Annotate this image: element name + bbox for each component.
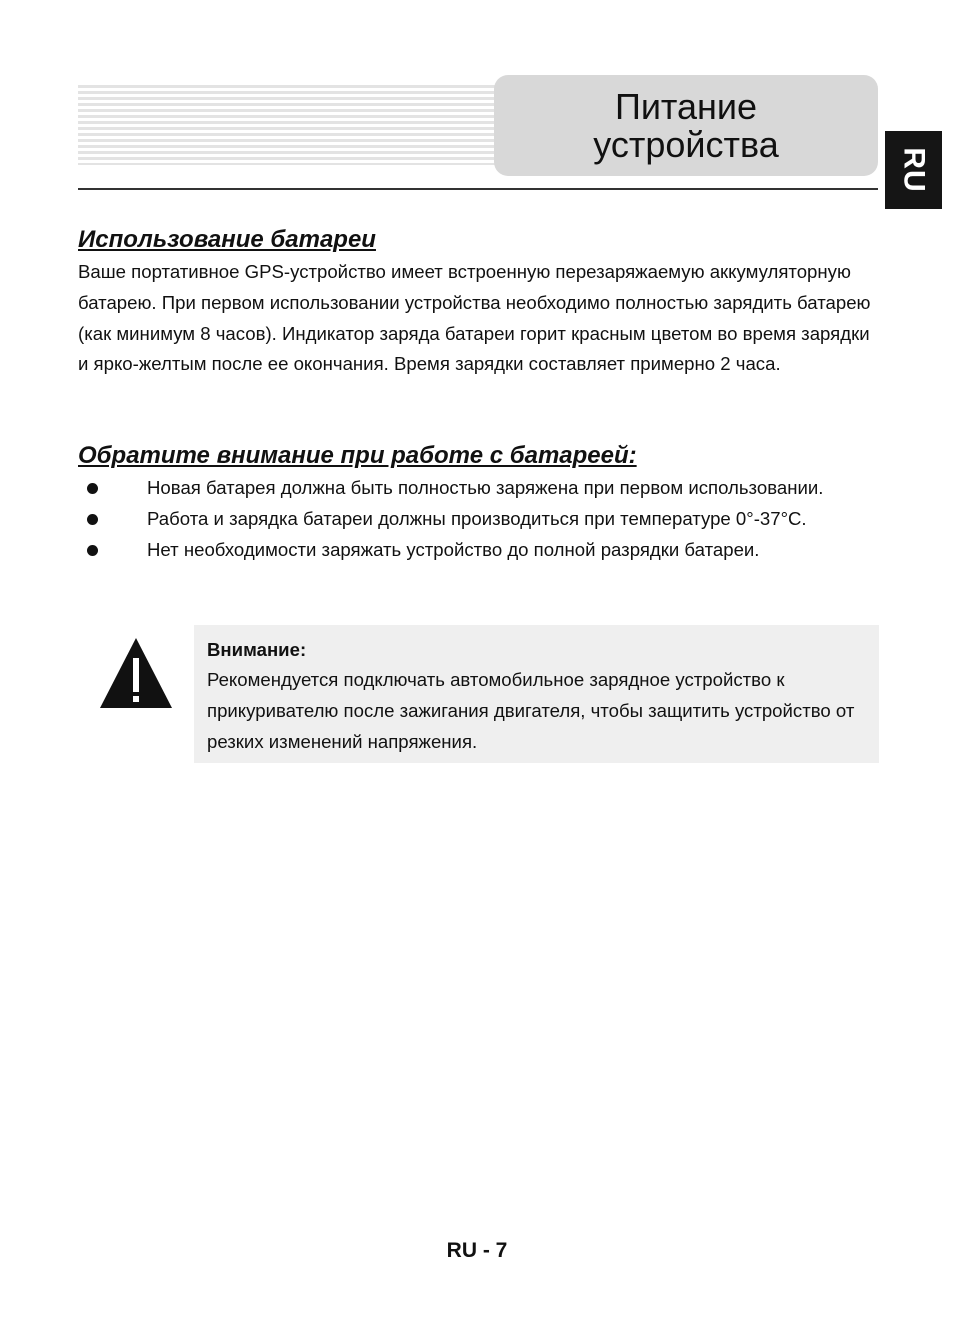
battery-usage-heading: Использование батареи	[78, 226, 376, 253]
language-tab	[885, 131, 942, 209]
battery-usage-paragraph: Ваше портативное GPS-устройство имеет встроенную перезаряжаемую аккумуляторную батарею. При первом использовании устройства необходимо полностью зарядить батарею (как минимум 8 часов). Индикатор заряда батареи горит красным цветом во время зарядки и ярко-желтым после ее окончания. Время зарядки составляет примерно 2 часа.	[78, 261, 871, 375]
list-item-text: Новая батарея должна быть полностью заряжена при первом использовании.	[147, 477, 824, 498]
battery-notes-list	[78, 473, 888, 565]
warning-note	[194, 625, 879, 763]
header-decorative-stripes	[78, 85, 498, 165]
bullet-icon	[87, 483, 98, 494]
list-item-text: Работа и зарядка батареи должны производиться при температуре 0°-37°C.	[147, 507, 807, 529]
page-title-line-2: устройства	[593, 123, 779, 165]
header-divider	[78, 188, 878, 190]
page-number: RU - 7	[446, 1239, 508, 1262]
battery-notes-heading: Обратите внимание при работе с батареей:	[78, 442, 637, 469]
list-item	[78, 504, 888, 535]
list-item	[78, 473, 888, 504]
list-item	[78, 535, 888, 566]
warning-title: Внимание:	[207, 639, 307, 660]
bullet-icon	[87, 545, 98, 556]
list-item-text: Нет необходимости заряжать устройство до полной разрядки батареи.	[147, 538, 760, 560]
warning-text: Рекомендуется подключать автомобильное зарядное устройство к прикуривателю после зажигания двигателя, чтобы защитить устройство от резких изменений напряжения.	[207, 669, 855, 752]
language-tab-label: RU	[897, 147, 931, 193]
warning-triangle-icon	[99, 636, 173, 710]
page-title-line-1: Питание	[614, 85, 758, 127]
bullet-icon	[87, 514, 98, 525]
page-title-box	[494, 75, 878, 176]
